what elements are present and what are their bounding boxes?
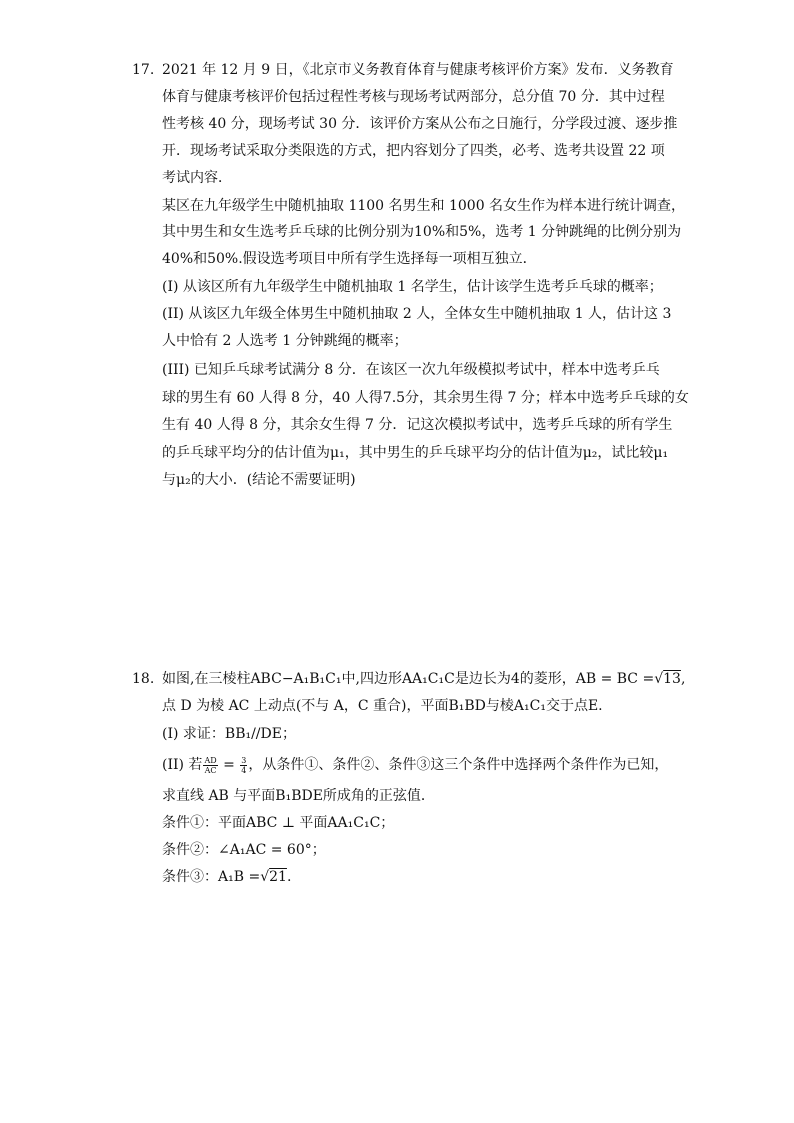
text-line: 生有 40 人得 8 分，其余女生得 7 分．记这次模拟考试中，选考乒乓球的所有学生 <box>162 417 673 433</box>
text-line: 性考核 40 分，现场考试 30 分．该评价方案从公布之日施行，分学段过渡、逐步推 <box>162 116 678 132</box>
condition-1: 条件①：平面ABC ⊥ 平面AA₁C₁C； <box>162 815 395 831</box>
sqrt-value: 21 <box>269 869 287 885</box>
text-line: 某区在九年级学生中随机抽取 1100 名男生和 1000 名女生作为样本进行统计调查， <box>162 198 686 214</box>
fraction-numerator: 3 <box>241 755 247 765</box>
text-line: 其中男生和女生选考乒乓球的比例分别为10%和5%，选考 1 分钟跳绳的比例分别为 <box>162 224 682 240</box>
line-text: 条件③：A₁B = <box>162 869 261 885</box>
text-line: 人中恰有 2 人选考 1 分钟跳绳的概率； <box>162 333 408 349</box>
condition-3 <box>162 867 291 887</box>
line-end: . <box>286 869 292 885</box>
fraction-denominator: AC <box>204 765 217 775</box>
fraction-denominator: 4 <box>241 765 247 775</box>
text-line <box>162 669 685 689</box>
fraction <box>203 756 217 775</box>
text-line: 与μ₂的大小．(结论不需要证明) <box>162 472 356 488</box>
line-text: (II) 若 <box>162 757 203 773</box>
question-number: 18. <box>132 671 155 687</box>
text-line: 2021 年 12 月 9 日，《北京市义务教育体育与健康考核评价方案》发布．义务教育 <box>162 62 674 78</box>
text-line: 点 D 为棱 AC 上动点(不与 A，C 重合)，平面B₁BD与棱A₁C₁交于点E. <box>162 698 603 714</box>
subquestion-2: (II) 从该区九年级全体男生中随机抽取 2 人，全体女生中随机抽取 1 人，估计这 3 <box>162 306 672 322</box>
text-line: 40%和50%.假设选考项目中所有学生选择每一项相互独立． <box>162 251 537 267</box>
subquestion-1: (I) 从该区所有九年级学生中随机抽取 1 名学生，估计该学生选考乒乓球的概率； <box>162 279 663 295</box>
text-line: 开．现场考试采取分类限选的方式，把内容划分了四类，必考、选考共设置 22 项 <box>162 143 665 159</box>
subquestion-2 <box>162 755 668 775</box>
subquestion-1: (I) 求证：BB₁//DE； <box>162 726 296 742</box>
condition-2: 条件②：∠A₁AC = 60°； <box>162 842 326 858</box>
text-line: 体育与健康考核评价包括过程性考核与现场考试两部分，总分值 70 分．其中过程 <box>162 89 665 105</box>
sqrt-value: 13 <box>663 671 681 687</box>
fraction-numerator: AD <box>204 755 217 765</box>
subquestion-3: (III) 已知乒乓球考试满分 8 分．在该区一次九年级模拟考试中，样本中选考乒乓 <box>162 362 660 378</box>
line-end: , <box>680 671 686 687</box>
question-number: 17. <box>132 62 155 78</box>
equals-sign: = <box>218 757 240 773</box>
text-line: 的乒乓球平均分的估计值为μ₁，其中男生的乒乓球平均分的估计值为μ₂，试比较μ₁ <box>162 445 669 461</box>
sqrt-symbol: √ <box>654 671 664 687</box>
line-text: ，从条件①、条件②、条件③这三个条件中选择两个条件作为已知， <box>248 757 669 773</box>
text-line: 考试内容． <box>162 170 232 186</box>
sqrt-symbol: √ <box>260 869 270 885</box>
line-text: 如图,在三棱柱ABC−A₁B₁C₁中,四边形AA₁C₁C是边长为4的菱形，AB = BC = <box>162 671 655 687</box>
text-line: 求直线 AB 与平面B₁BDE所成角的正弦值． <box>162 788 435 804</box>
text-line: 球的男生有 60 人得 8 分，40 人得7.5分，其余男生得 7 分；样本中选考乒乓球的女 <box>162 390 689 406</box>
fraction <box>240 756 247 775</box>
